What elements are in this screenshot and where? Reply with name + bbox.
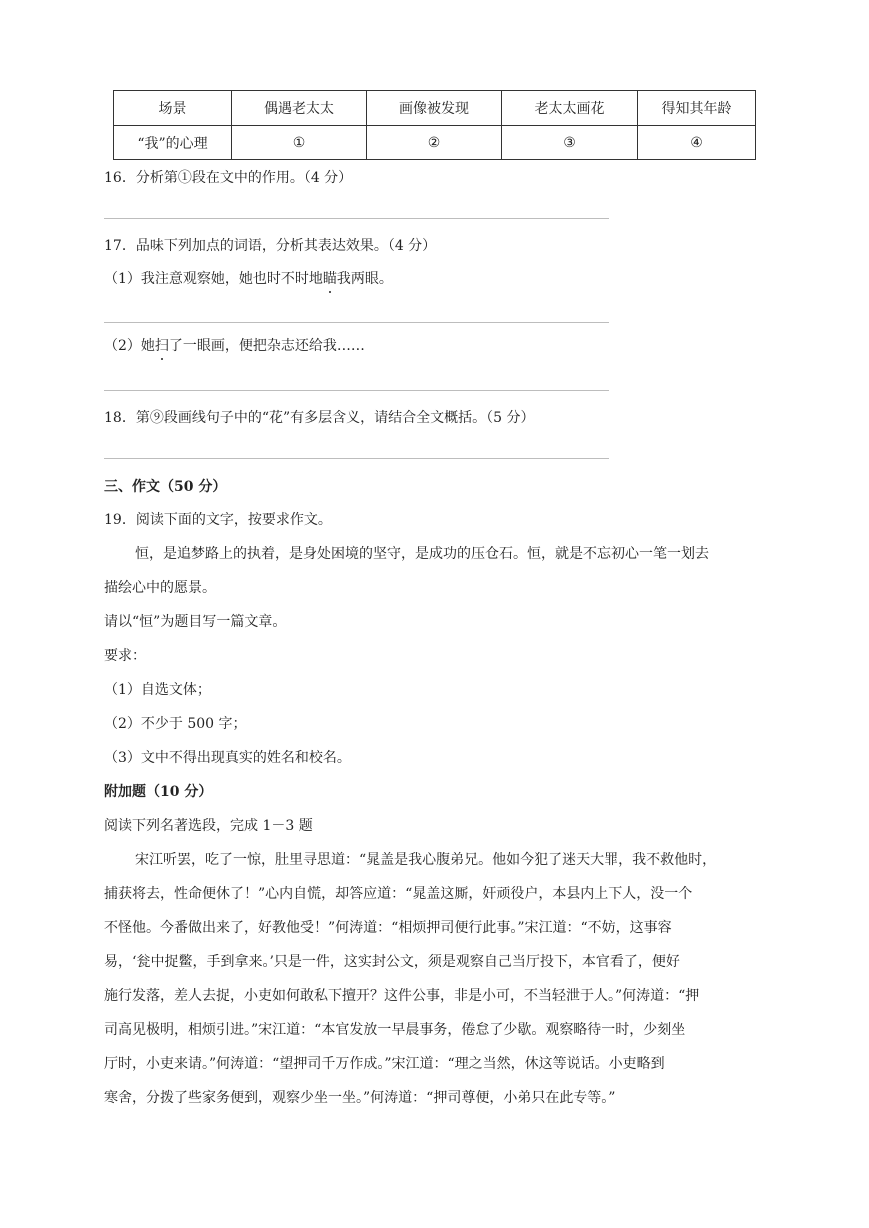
sentence-text: （1）我注意观察她，她也时不时地 (104, 271, 323, 287)
answer-line (104, 390, 609, 391)
passage-line: 捕获将去，性命便休了！”心内自慌，却答应道：“晁盖这厮，奸顽役户，本县内上下人，没一个 (104, 886, 693, 902)
answer-line (104, 458, 609, 459)
scene-table (113, 90, 756, 160)
table-header-cell: 场景 (114, 91, 232, 126)
table-header-cell: 老太太画花 (502, 91, 638, 126)
question-17-item-1 (104, 269, 393, 289)
question-17: 17．品味下列加点的词语，分析其表达效果。（4 分） (104, 238, 437, 254)
question-16: 16．分析第①段在文中的作用。（4 分） (104, 170, 353, 186)
passage-line: 厅时，小吏来请。”何涛道：“望押司千万作成。”宋江道：“理之当然，休这等说话。小吏略到 (104, 1056, 665, 1072)
sentence-text: 了一眼画，便把杂志还给我…… (168, 338, 365, 354)
table-header-cell: 画像被发现 (367, 91, 502, 126)
passage-line: 司高见极明，相烦引进。”宋江道：“本官发放一早晨事务，倦怠了少歇。观察略待一时，少刻坐 (104, 1022, 686, 1038)
bonus-heading: 附加题（10 分） (104, 784, 213, 800)
table-row (114, 126, 756, 160)
question-19: 19．阅读下面的文字，按要求作文。 (104, 512, 332, 528)
section-heading: 三、作文（50 分） (104, 479, 227, 495)
table-header-cell: 偶遇老太太 (232, 91, 367, 126)
passage-line: 寒舍，分拨了些家务便到，观察少坐一坐。”何涛道：“押司尊便，小弟只在此专等。” (104, 1090, 616, 1106)
question-17-item-2 (104, 336, 365, 356)
passage-line: 施行发落，差人去捉，小吏如何敢私下擅开？这件公事，非是小可，不当轻泄于人。”何涛道：“押 (104, 988, 700, 1004)
prompt-text: 恒，是追梦路上的执着，是身处困境的坚守，是成功的压仓石。恒，就是不忘初心一笔一划去 (135, 546, 709, 562)
sentence-text: 我两眼。 (336, 271, 393, 287)
requirement-item: （2）不少于 500 字； (104, 716, 247, 732)
question-18: 18．第⑨段画线句子中的“花”有多层含义，请结合全文概括。（5 分） (104, 410, 535, 426)
dotted-word: 扫 (154, 338, 169, 354)
table-row (114, 91, 756, 126)
passage-line: 宋江听罢，吃了一惊，肚里寻思道：“晁盖是我心腹弟兄。他如今犯了迷天大罪，我不救他时， (135, 852, 717, 868)
bonus-intro: 阅读下列名著选段，完成 1－3 题 (104, 818, 313, 834)
sentence-text: （2）她 (104, 338, 155, 354)
table-cell: ② (367, 126, 502, 160)
prompt-text: 描绘心中的愿景。 (104, 580, 216, 596)
requirement-item: （1）自选文体； (104, 682, 211, 698)
passage-line: 不怪他。今番做出来了，好教他受！”何涛道：“相烦押司便行此事。”宋江道：“不妨，这事容 (104, 920, 672, 936)
passage-line: 易，‘瓮中捉鳖，手到拿来。’只是一件，这实封公文，须是观察自己当厅投下，本官看了，便好 (104, 954, 680, 970)
requirements-title: 要求： (104, 648, 146, 664)
prompt-instruction: 请以“恒”为题目写一篇文章。 (104, 614, 287, 630)
answer-line (104, 218, 609, 219)
table-header-cell: 得知其年龄 (638, 91, 756, 126)
table-cell: ③ (502, 126, 638, 160)
table-cell: ① (232, 126, 367, 160)
requirement-item: （3）文中不得出现真实的姓名和校名。 (104, 750, 351, 766)
dotted-word: 瞄 (322, 271, 337, 287)
table-cell: ④ (638, 126, 756, 160)
answer-line (104, 322, 609, 323)
table-cell: “我”的心理 (114, 126, 232, 160)
